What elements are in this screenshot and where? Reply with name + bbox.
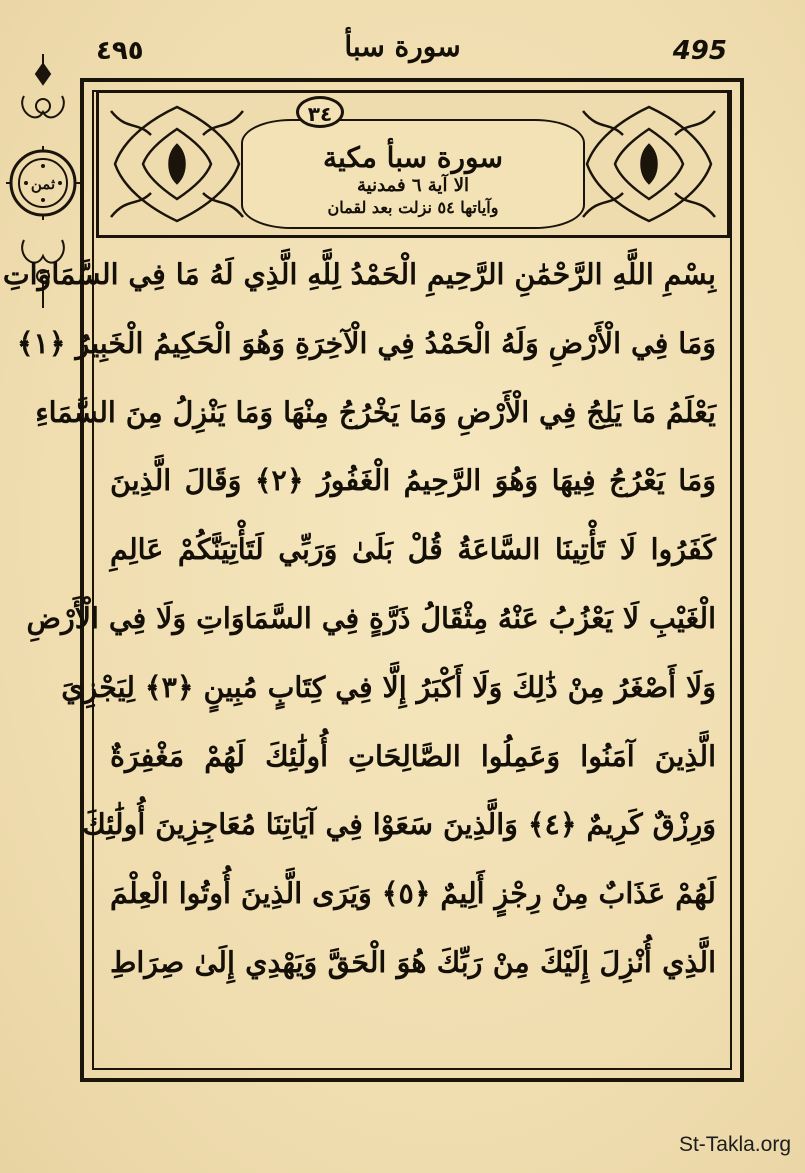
verse-line: يَعْلَمُ مَا يَلِجُ فِي الْأَرْضِ وَمَا يَخْرُجُ مِنْهَا وَمَا يَنْزِلُ مِنَ السَّمَاءِ (35, 394, 716, 429)
surah-title: سورة سبأ مكية (323, 141, 503, 174)
verse-line: بِسْمِ اللَّهِ الرَّحْمَٰنِ الرَّحِيمِ الْحَمْدُ لِلَّهِ الَّذِي لَهُ مَا فِي السَّمَاوَاتِ (2, 257, 716, 291)
arabesque-right-icon (579, 101, 719, 227)
verse-line: الْغَيْبِ لَا يَعْزُبُ عَنْهُ مِثْقَالُ ذَرَّةٍ فِي السَّمَاوَاتِ وَلَا فِي الْأَرْضِ (26, 600, 716, 635)
verse-line: وَمَا فِي الْأَرْضِ وَلَهُ الْحَمْدُ فِي الْآخِرَةِ وَهُوَ الْحَكِيمُ الْخَبِيرُ ﴿١﴾ (16, 325, 716, 360)
page-number-latin: 495 (672, 36, 727, 66)
verse-line: لَهُمْ عَذَابٌ مِنْ رِجْزٍ أَلِيمٌ ﴿٥﴾ وَيَرَى الَّذِينَ أُوتُوا الْعِلْمَ (110, 876, 716, 911)
surah-count-note: وآياتها ٥٤ نزلت بعد لقمان (327, 198, 499, 217)
verse-line: الَّذِينَ آمَنُوا وَعَمِلُوا الصَّالِحَاتِ أُولَٰئِكَ لَهُمْ مَغْفِرَةٌ (110, 738, 716, 773)
surah-title-panel (96, 90, 730, 238)
verse-line: الَّذِي أُنْزِلَ إِلَيْكَ مِنْ رَبِّكَ هُوَ الْحَقَّ وَيَهْدِي إِلَىٰ صِرَاطِ (110, 944, 716, 979)
verse-line: كَفَرُوا لَا تَأْتِينَا السَّاعَةُ قُلْ بَلَىٰ وَرَبِّي لَتَأْتِيَنَّكُمْ عَالِمِ (110, 532, 716, 567)
running-title: سورة سبأ (344, 30, 461, 63)
verse-text-block (2, 240, 730, 1070)
surah-verse-note: الا آية ٦ فمدنية (357, 175, 469, 196)
svg-text:ثمن: ثمن (30, 175, 56, 193)
verse-line: وَرِزْقٌ كَرِيمٌ ﴿٤﴾ وَالَّذِينَ سَعَوْا فِي آيَاتِنَا مُعَاجِزِينَ أُولَٰئِكَ (82, 807, 716, 842)
surah-number-badge: ٣٤ (296, 96, 344, 128)
page-number-arabic: ٤٩٥ (96, 36, 144, 66)
surah-title-cartouche (241, 119, 585, 229)
arabesque-left-icon (107, 101, 247, 227)
verse-line: وَمَا يَعْرُجُ فِيهَا وَهُوَ الرَّحِيمُ الْغَفُورُ ﴿٢﴾ وَقَالَ الَّذِينَ (110, 463, 717, 498)
verse-line: وَلَا أَصْغَرُ مِنْ ذَٰلِكَ وَلَا أَكْبَرُ إِلَّا فِي كِتَابٍ مُبِينٍ ﴿٣﴾ لِيَجْزِيَ (61, 669, 716, 704)
watermark: St-Takla.org (678, 1133, 791, 1156)
